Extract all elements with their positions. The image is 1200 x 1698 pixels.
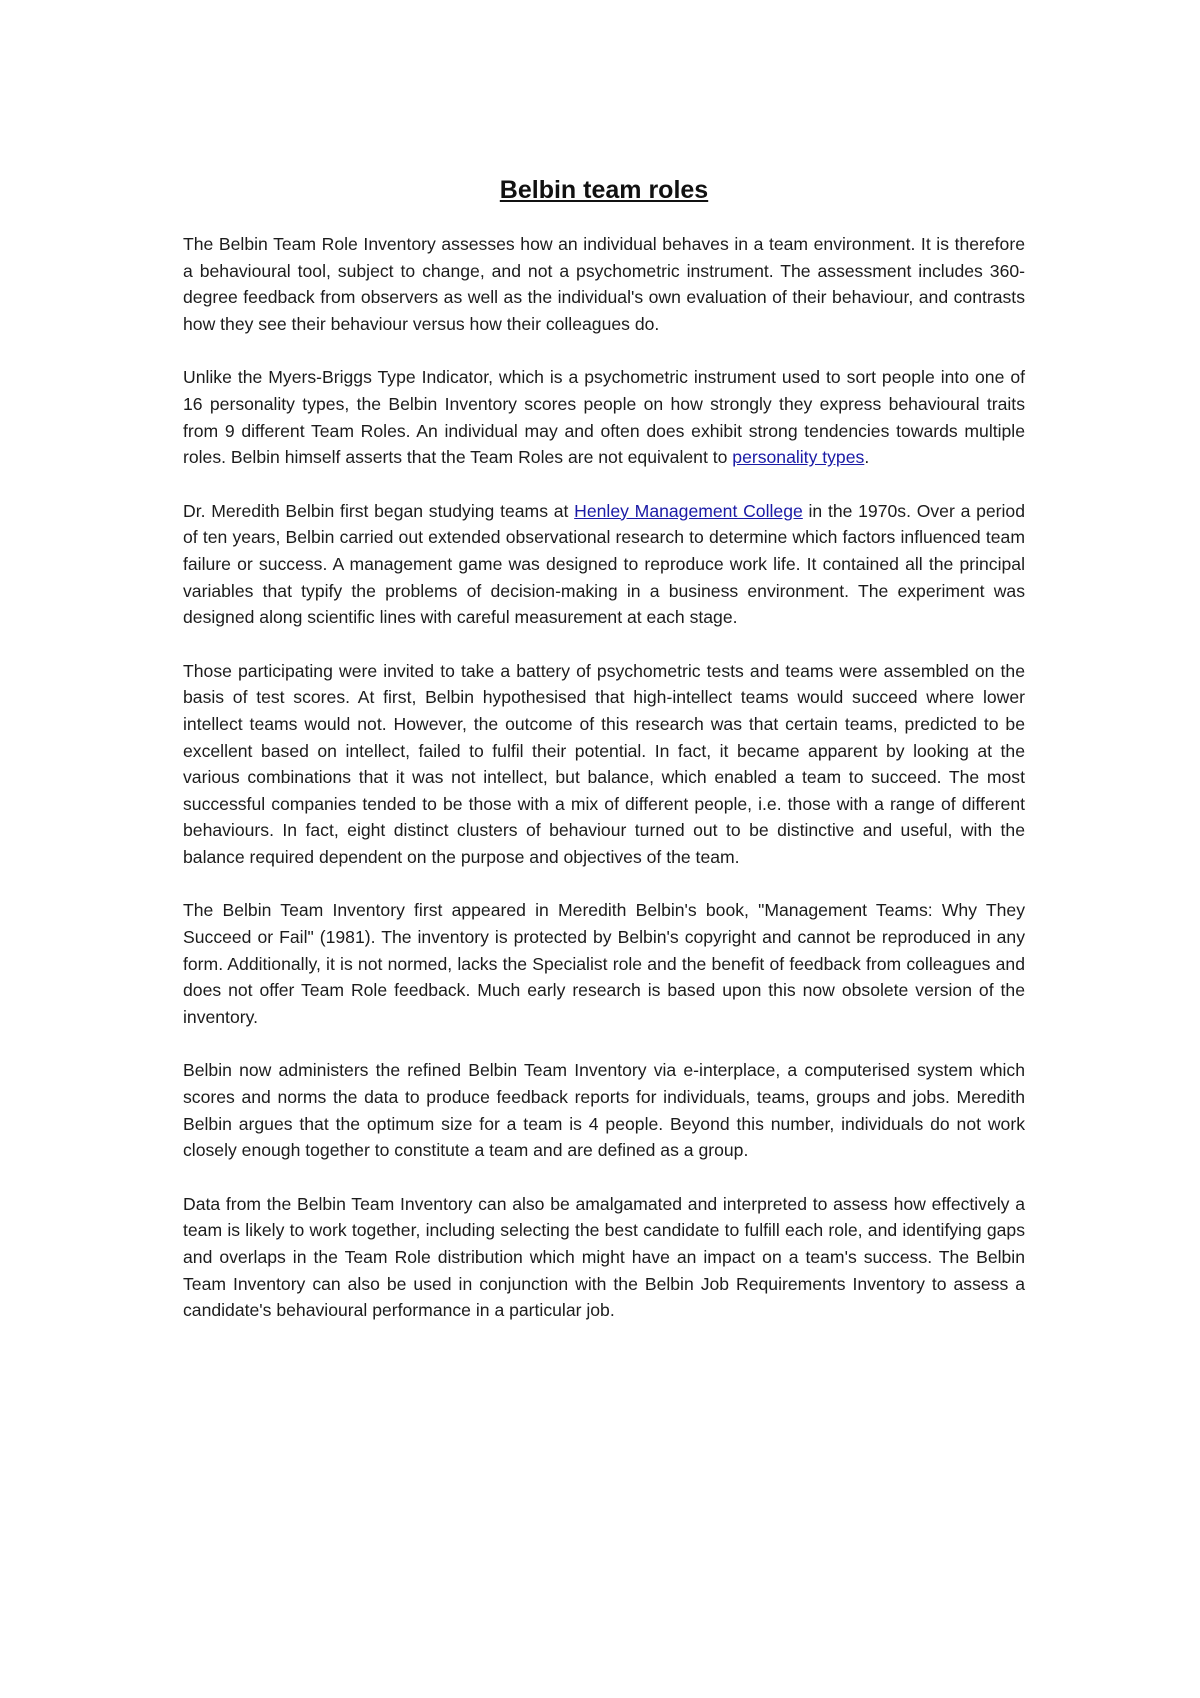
paragraph-3 xyxy=(183,498,1025,631)
paragraph-3-text: in the 1970s. Over a period of ten years, Belbin carried out extended observational research to determine which factors influenced team failure or success. A management game was designed to reproduce work life. It contained all the principal variables that typify the problems of decision-making in a business environment. The experiment was designed along scientific lines with careful measurement at each stage. xyxy=(183,500,1026,628)
henley-management-college-link[interactable]: Henley Management College xyxy=(574,500,803,521)
paragraph-2 xyxy=(183,364,1025,470)
paragraph-4: Those participating were invited to take a battery of psychometric tests and teams were assembled on the basis of test scores. At first, Belbin hypothesised that high-intellect teams would succeed where lower intellect teams would not. However, the outcome of this research was that certain teams, predicted to be excellent based on intellect, failed to fulfil their potential. In fact, it became apparent by looking at the various combinations that it was not intellect, but balance, which enabled a team to succeed. The most successful companies tended to be those with a mix of different people, i.e. those with a range of different behaviours. In fact, eight distinct clusters of behaviour turned out to be distinctive and useful, with the balance required dependent on the purpose and objectives of the team. xyxy=(183,660,1025,867)
document-body xyxy=(183,170,1025,1351)
paragraph-1: The Belbin Team Role Inventory assesses how an individual behaves in a team environment. It is therefore a behavioural tool, subject to change, and not a psychometric instrument. The assessment includes 360-degree feedback from observers as well as the individual's own evaluation of their behaviour, and contrasts how they see their behaviour versus how their colleagues do. xyxy=(183,234,1025,334)
personality-types-link[interactable]: personality types xyxy=(732,447,865,468)
paragraph-6: Belbin now administers the refined Belbin Team Inventory via e-interplace, a computerised system which scores and norms the data to produce feedback reports for individuals, teams, groups and jobs. Meredith Belbin argues that the optimum size for a team is 4 people. Beyond this number, individuals do not work closely enough together to constitute a team and are defined as a group. xyxy=(183,1060,1025,1161)
paragraph-2-end: . xyxy=(864,447,870,468)
paragraph-2-text: Unlike the Myers-Briggs Type Indicator, which is a psychometric instrument used to sort people into one of 16 personality types, the Belbin Inventory scores people on how strongly they express behavioural traits from 9 different Team Roles. An individual may and often does exhibit strong tendencies towards multiple roles. Belbin himself asserts that the Team Roles are not equivalent to xyxy=(183,367,1025,468)
paragraph-5: The Belbin Team Inventory first appeared in Meredith Belbin's book, "Management Teams: Why They Succeed or Fail" (1981). The inventory is protected by Belbin's copyright and cannot be reproduced in any form. Additionally, it is not normed, lacks the Specialist role and the benefit of feedback from colleagues and does not offer Team Role feedback. Much early research is based upon this now obsolete version of the inventory. xyxy=(183,900,1025,1027)
paragraph-3-start: Dr. Meredith Belbin first began studying teams at xyxy=(183,500,575,521)
paragraph-7: Data from the Belbin Team Inventory can also be amalgamated and interpreted to assess how effectively a team is likely to work together, including selecting the best candidate to fulfill each role, and identifying gaps and overlaps in the Team Role distribution which might have an impact on a team's success. The Belbin Team Inventory can also be used in conjunction with the Belbin Job Requirements Inventory to assess a candidate's behavioural performance in a particular job. xyxy=(183,1193,1025,1321)
document-title: Belbin team roles xyxy=(499,176,709,204)
